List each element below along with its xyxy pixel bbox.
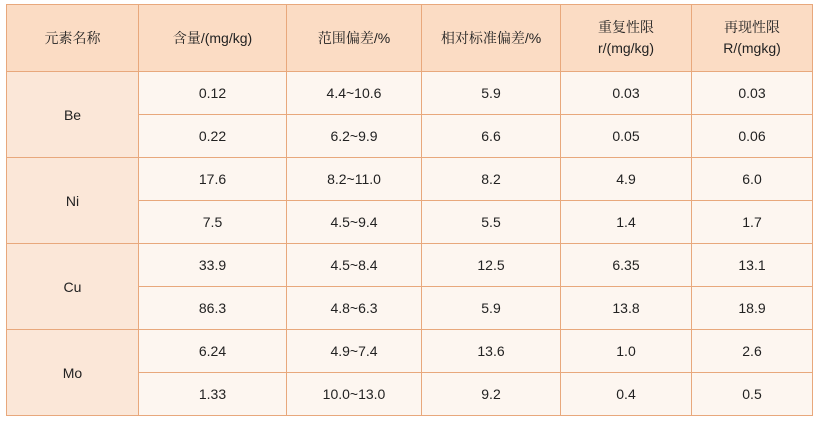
range-deviation-cell: 10.0~13.0: [287, 373, 422, 416]
header-line: 范围偏差/%: [317, 29, 391, 46]
rsd-cell: 5.9: [422, 287, 561, 330]
content-cell: 0.22: [139, 115, 287, 158]
repeatability-cell: 0.05: [561, 115, 692, 158]
header-line: 含量/(mg/kg): [172, 29, 253, 46]
repeatability-cell: 4.9: [561, 158, 692, 201]
column-header-element-name: [7, 5, 139, 72]
reproducibility-cell: 6.0: [692, 158, 813, 201]
reproducibility-cell: 0.06: [692, 115, 813, 158]
content-cell: 7.5: [139, 201, 287, 244]
repeatability-cell: 13.8: [561, 287, 692, 330]
repeatability-cell: 0.03: [561, 72, 692, 115]
content-cell: 1.33: [139, 373, 287, 416]
repeatability-cell: 1.4: [561, 201, 692, 244]
table-row: [7, 158, 813, 201]
header-row: [7, 5, 813, 72]
measurement-results-table: [6, 4, 813, 416]
reproducibility-cell: 1.7: [692, 201, 813, 244]
rsd-cell: 8.2: [422, 158, 561, 201]
range-deviation-cell: 4.9~7.4: [287, 330, 422, 373]
content-cell: 6.24: [139, 330, 287, 373]
column-header-reproducibility-limit: [692, 5, 813, 72]
table-header: [7, 5, 813, 72]
reproducibility-cell: 0.03: [692, 72, 813, 115]
table-row: [7, 330, 813, 373]
header-line: R/(mgkg): [723, 40, 781, 56]
element-name-cell: Ni: [7, 158, 139, 244]
content-cell: 33.9: [139, 244, 287, 287]
reproducibility-cell: 18.9: [692, 287, 813, 330]
rsd-cell: 5.5: [422, 201, 561, 244]
element-name-cell: Mo: [7, 330, 139, 416]
range-deviation-cell: 4.5~9.4: [287, 201, 422, 244]
content-cell: 86.3: [139, 287, 287, 330]
range-deviation-cell: 4.8~6.3: [287, 287, 422, 330]
element-name-cell: Be: [7, 72, 139, 158]
range-deviation-cell: 8.2~11.0: [287, 158, 422, 201]
range-deviation-cell: 6.2~9.9: [287, 115, 422, 158]
element-name-cell: Cu: [7, 244, 139, 330]
repeatability-cell: 1.0: [561, 330, 692, 373]
column-header-content: [139, 5, 287, 72]
rsd-cell: 12.5: [422, 244, 561, 287]
header-line: r/(mg/kg): [598, 40, 654, 56]
rsd-cell: 13.6: [422, 330, 561, 373]
repeatability-cell: 6.35: [561, 244, 692, 287]
table-row: [7, 244, 813, 287]
header-line: 重复性限: [598, 19, 654, 35]
rsd-cell: 9.2: [422, 373, 561, 416]
reproducibility-cell: 2.6: [692, 330, 813, 373]
content-cell: 0.12: [139, 72, 287, 115]
range-deviation-cell: 4.4~10.6: [287, 72, 422, 115]
header-line: 相对标准偏差/%: [440, 29, 542, 46]
table-body: [7, 72, 813, 416]
range-deviation-cell: 4.5~8.4: [287, 244, 422, 287]
table-row: [7, 72, 813, 115]
column-header-repeatability-limit: [561, 5, 692, 72]
reproducibility-cell: 13.1: [692, 244, 813, 287]
reproducibility-cell: 0.5: [692, 373, 813, 416]
rsd-cell: 6.6: [422, 115, 561, 158]
rsd-cell: 5.9: [422, 72, 561, 115]
column-header-relative-standard-deviation: [422, 5, 561, 72]
header-line: 再现性限: [724, 19, 780, 35]
header-line: 元素名称: [44, 29, 101, 46]
content-cell: 17.6: [139, 158, 287, 201]
repeatability-cell: 0.4: [561, 373, 692, 416]
column-header-range-deviation: [287, 5, 422, 72]
